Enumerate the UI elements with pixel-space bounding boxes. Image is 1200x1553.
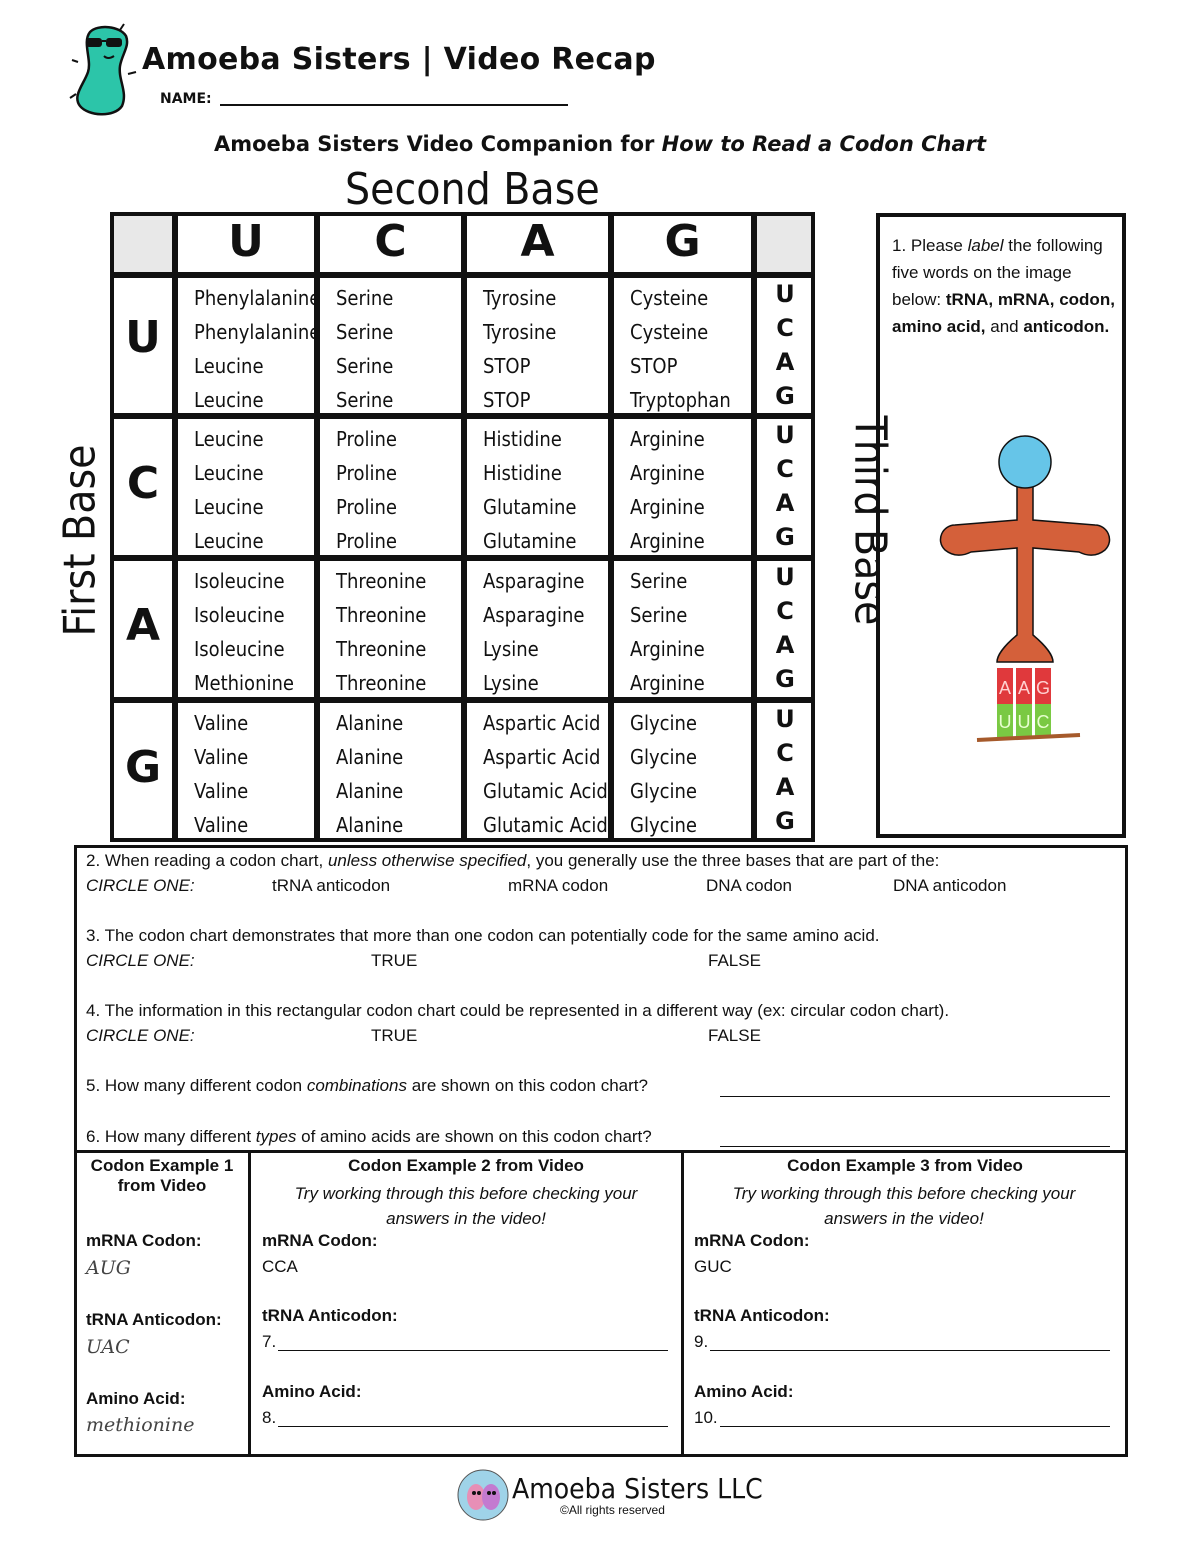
third-base-letter: C bbox=[776, 597, 794, 625]
amino-acid-name: Alanine bbox=[336, 779, 404, 803]
codon-cell-UC bbox=[316, 274, 465, 417]
q9-number: 9. bbox=[694, 1332, 709, 1351]
amino-acid-name: Glycine bbox=[630, 779, 697, 803]
q8-number: 8. bbox=[262, 1408, 277, 1427]
amino-acid-name: Phenylalanine bbox=[194, 286, 321, 310]
first-base-label: First Base bbox=[54, 444, 106, 637]
amino-acid-name: Glutamic Acid bbox=[483, 813, 608, 837]
amino-acid-name: Glycine bbox=[630, 813, 697, 837]
amoeba-sisters-logo-icon bbox=[456, 1468, 510, 1522]
q3-option-true[interactable]: TRUE bbox=[371, 951, 418, 970]
example-3-title: Codon Example 3 from Video bbox=[787, 1156, 1023, 1175]
ex3-amino-label: Amino Acid: bbox=[694, 1382, 794, 1401]
amino-acid-name: Arginine bbox=[630, 461, 705, 485]
brand-title: Amoeba Sisters | Video Recap bbox=[142, 42, 656, 77]
amino-acid-name: Cysteine bbox=[630, 286, 709, 310]
name-label: NAME: bbox=[160, 91, 212, 107]
q5-answer-line[interactable] bbox=[720, 1096, 1110, 1097]
row-header-label: U bbox=[125, 312, 161, 363]
amino-acid-name: STOP bbox=[483, 388, 531, 412]
third-base-letter: U bbox=[775, 421, 795, 449]
column-header-U bbox=[174, 212, 318, 276]
codon-cell-GC bbox=[316, 699, 465, 842]
codon-cell-GG bbox=[610, 699, 755, 842]
amino-acid-name: Serine bbox=[336, 388, 394, 412]
amino-acid-name: Methionine bbox=[194, 671, 294, 695]
amino-acid-name: Isoleucine bbox=[194, 569, 285, 593]
example-3-hint: Try working through this before checking your answers in the video! bbox=[732, 1184, 1076, 1228]
amino-acid-name: Lysine bbox=[483, 637, 539, 661]
amino-acid-name: Histidine bbox=[483, 461, 562, 485]
amino-acid-name: Valine bbox=[194, 779, 249, 803]
ex3-trna-label: tRNA Anticodon: bbox=[694, 1306, 830, 1325]
ex1-amino-value: methionine bbox=[86, 1414, 195, 1436]
trna-top-base-label: A bbox=[998, 678, 1012, 698]
third-base-letter: C bbox=[776, 314, 794, 342]
third-base-cell-A bbox=[753, 557, 815, 701]
question-6: 6. How many different types of amino acids are shown on this codon chart? bbox=[86, 1127, 652, 1146]
amino-acid-name: Tyrosine bbox=[483, 320, 557, 344]
column-header-label: U bbox=[228, 216, 264, 267]
codon-cell-AU bbox=[174, 557, 318, 701]
amino-acid-name: Leucine bbox=[194, 427, 264, 451]
amino-acid-name: Threonine bbox=[336, 637, 427, 661]
amino-acid-name: Alanine bbox=[336, 813, 404, 837]
amino-acid-name: Arginine bbox=[630, 529, 705, 553]
q3-option-false[interactable]: FALSE bbox=[708, 951, 761, 970]
ex1-trna-value: UAC bbox=[86, 1336, 130, 1358]
q10-answer-line[interactable] bbox=[720, 1426, 1110, 1427]
amino-acid-name: Glycine bbox=[630, 711, 697, 735]
question-4: 4. The information in this rectangular codon chart could be represented in a different way (ex: circular codon chart). bbox=[86, 1001, 950, 1020]
trna-diagram-icon bbox=[925, 430, 1125, 760]
column-header-label: G bbox=[664, 216, 701, 267]
third-base-letter: C bbox=[776, 739, 794, 767]
ex2-trna-label: tRNA Anticodon: bbox=[262, 1306, 398, 1325]
row-header-U bbox=[110, 274, 176, 417]
second-base-label: Second Base bbox=[345, 164, 600, 215]
q2-option-dna-codon[interactable]: DNA codon bbox=[706, 876, 792, 895]
q3-circle-one: CIRCLE ONE: bbox=[86, 951, 195, 970]
amino-acid-name: Alanine bbox=[336, 745, 404, 769]
amino-acid-name: Leucine bbox=[194, 529, 264, 553]
trna-top-base-label: A bbox=[1017, 678, 1031, 698]
row-header-C bbox=[110, 415, 176, 559]
trna-bottom-base-label: U bbox=[1017, 712, 1031, 732]
row-header-A bbox=[110, 557, 176, 701]
q2-option-dna-anticodon[interactable]: DNA anticodon bbox=[893, 876, 1007, 895]
amino-acid-name: Tryptophan bbox=[630, 388, 731, 412]
amino-acid-name: Phenylalanine bbox=[194, 320, 321, 344]
footer-rights: ©All rights reserved bbox=[560, 1503, 665, 1517]
examples-col-divider-1 bbox=[248, 1150, 251, 1456]
amino-acid-name: Leucine bbox=[194, 461, 264, 485]
codon-cell-CA bbox=[463, 415, 612, 559]
amino-acid-name: Valine bbox=[194, 813, 249, 837]
amino-acid-name: Isoleucine bbox=[194, 603, 285, 627]
question-3: 3. The codon chart demonstrates that more than one codon can potentially code for the same amino acid. bbox=[86, 926, 880, 945]
row-header-label: C bbox=[126, 458, 160, 509]
chart-corner-cell bbox=[110, 212, 176, 276]
amino-acid-name: Glutamic Acid bbox=[483, 779, 608, 803]
amino-acid-name: Valine bbox=[194, 711, 249, 735]
q4-option-false[interactable]: FALSE bbox=[708, 1026, 761, 1045]
row-header-label: G bbox=[124, 742, 162, 793]
column-header-label: C bbox=[374, 216, 407, 267]
amino-acid-name: Leucine bbox=[194, 495, 264, 519]
third-base-letter: G bbox=[775, 665, 795, 693]
amino-acid-name: Proline bbox=[336, 529, 397, 553]
amino-acid-name: Serine bbox=[336, 286, 394, 310]
ex1-mrna-label: mRNA Codon: bbox=[86, 1231, 202, 1250]
amino-acid-name: Arginine bbox=[630, 427, 705, 451]
amino-acid-name: Proline bbox=[336, 427, 397, 451]
amino-acid-name: Arginine bbox=[630, 637, 705, 661]
third-base-letter: A bbox=[775, 489, 795, 517]
amino-acid-name: Aspartic Acid bbox=[483, 711, 601, 735]
question-2: 2. When reading a codon chart, unless otherwise specified, you generally use the three bases that are part of the: bbox=[86, 851, 940, 870]
codon-cell-AA bbox=[463, 557, 612, 701]
amino-acid-name: Threonine bbox=[336, 569, 427, 593]
amino-acid-name: Serine bbox=[630, 603, 688, 627]
amino-acid-name: Arginine bbox=[630, 495, 705, 519]
codon-cell-GU bbox=[174, 699, 318, 842]
amino-acid-name: Glutamine bbox=[483, 529, 577, 553]
q4-circle-one: CIRCLE ONE: bbox=[86, 1026, 195, 1045]
example-1-title: Codon Example 1 from Video bbox=[90, 1156, 234, 1195]
amino-acid-name: Glutamine bbox=[483, 495, 577, 519]
codon-cell-GA bbox=[463, 699, 612, 842]
q2-option-mrna-codon[interactable]: mRNA codon bbox=[508, 876, 609, 895]
third-base-letter: A bbox=[775, 631, 795, 659]
column-header-G bbox=[610, 212, 755, 276]
q7-number: 7. bbox=[262, 1332, 277, 1351]
ex1-amino-label: Amino Acid: bbox=[86, 1389, 186, 1408]
codon-cell-UG bbox=[610, 274, 755, 417]
amino-acid-name: Histidine bbox=[483, 427, 562, 451]
examples-col-divider-2 bbox=[681, 1150, 684, 1456]
footer-brand: Amoeba Sisters LLC bbox=[512, 1472, 763, 1505]
amino-acid-name: Isoleucine bbox=[194, 637, 285, 661]
amino-acid-name: Serine bbox=[630, 569, 688, 593]
codon-cell-UA bbox=[463, 274, 612, 417]
trna-bottom-base-label: C bbox=[1036, 712, 1050, 732]
q6-answer-line[interactable] bbox=[720, 1146, 1110, 1147]
third-base-letter: U bbox=[775, 705, 795, 733]
column-header-label: A bbox=[520, 216, 555, 267]
amino-acid-name: Lysine bbox=[483, 671, 539, 695]
third-base-cell-C bbox=[753, 415, 815, 559]
amino-acid-name: Cysteine bbox=[630, 320, 709, 344]
third-base-letter: G bbox=[775, 382, 795, 410]
codon-chart bbox=[110, 212, 815, 840]
amino-acid-name: Glycine bbox=[630, 745, 697, 769]
ex2-amino-label: Amino Acid: bbox=[262, 1382, 362, 1401]
ex3-mrna-label: mRNA Codon: bbox=[694, 1231, 810, 1250]
codon-cell-CU bbox=[174, 415, 318, 559]
ex2-mrna-value: CCA bbox=[262, 1257, 298, 1276]
row-header-label: A bbox=[125, 600, 161, 651]
third-base-letter: U bbox=[775, 563, 795, 591]
codon-cell-AC bbox=[316, 557, 465, 701]
trna-top-base-label: G bbox=[1035, 678, 1051, 698]
amino-acid-name: Asparagine bbox=[483, 603, 585, 627]
question-1-text: 1. Please label the following five words on the image below: tRNA, mRNA, codon, amino acid, and anticodon. bbox=[892, 236, 1115, 336]
amino-acid-name: Serine bbox=[336, 354, 394, 378]
third-base-letter: A bbox=[775, 348, 795, 376]
row-header-G bbox=[110, 699, 176, 842]
trna-bottom-base-label: U bbox=[998, 712, 1012, 732]
ex2-mrna-label: mRNA Codon: bbox=[262, 1231, 378, 1250]
page-subtitle: Amoeba Sisters Video Companion for How to Read a Codon Chart bbox=[213, 132, 987, 156]
amino-acid-name: Alanine bbox=[336, 711, 404, 735]
amino-acid-name: Threonine bbox=[336, 603, 427, 627]
third-base-letter: A bbox=[775, 773, 795, 801]
codon-cell-CC bbox=[316, 415, 465, 559]
codon-cell-UU bbox=[174, 274, 321, 417]
q7-answer-line[interactable] bbox=[278, 1350, 668, 1351]
name-input-line[interactable] bbox=[220, 104, 568, 106]
amino-acid-name: Aspartic Acid bbox=[483, 745, 601, 769]
third-base-cell-G bbox=[753, 699, 815, 842]
amino-acid-name: Asparagine bbox=[483, 569, 585, 593]
column-header-C bbox=[316, 212, 465, 276]
ex1-trna-label: tRNA Anticodon: bbox=[86, 1310, 222, 1329]
amino-acid-name: Leucine bbox=[194, 388, 264, 412]
amino-acid-name: Proline bbox=[336, 461, 397, 485]
amino-acid-name: Threonine bbox=[336, 671, 427, 695]
third-base-letter: C bbox=[776, 455, 794, 483]
question-5: 5. How many different codon combinations are shown on this codon chart? bbox=[86, 1076, 648, 1095]
amino-acid-name: STOP bbox=[483, 354, 531, 378]
example-2-hint: Try working through this before checking your answers in the video! bbox=[294, 1184, 638, 1228]
third-base-letter: G bbox=[775, 523, 795, 551]
codon-cell-CG bbox=[610, 415, 755, 559]
q2-circle-one: CIRCLE ONE: bbox=[86, 876, 195, 895]
column-header-A bbox=[463, 212, 612, 276]
examples-divider bbox=[74, 1150, 1128, 1153]
amino-acid-name: Leucine bbox=[194, 354, 264, 378]
amino-acid-name: Valine bbox=[194, 745, 249, 769]
q10-number: 10. bbox=[694, 1408, 718, 1427]
amino-acid-name: Serine bbox=[336, 320, 394, 344]
amino-acid-name: STOP bbox=[630, 354, 678, 378]
amino-acid-name: Proline bbox=[336, 495, 397, 519]
amino-acid-name: Tyrosine bbox=[483, 286, 557, 310]
ex3-mrna-value: GUC bbox=[694, 1257, 732, 1276]
ex1-mrna-value: AUG bbox=[86, 1257, 131, 1279]
amino-acid-name: Arginine bbox=[630, 671, 705, 695]
codon-cell-AG bbox=[610, 557, 755, 701]
third-base-letter: U bbox=[775, 280, 795, 308]
chart-corner-cell-right bbox=[753, 212, 815, 276]
third-base-label: Third Base bbox=[844, 415, 896, 626]
q4-option-true[interactable]: TRUE bbox=[371, 1026, 418, 1045]
third-base-letter: G bbox=[775, 807, 795, 835]
amoeba-logo-icon bbox=[68, 22, 140, 118]
q2-option-trna-anticodon[interactable]: tRNA anticodon bbox=[272, 876, 391, 895]
q8-answer-line[interactable] bbox=[278, 1426, 668, 1427]
q9-answer-line[interactable] bbox=[710, 1350, 1110, 1351]
example-2-title: Codon Example 2 from Video bbox=[348, 1156, 584, 1175]
third-base-cell-U bbox=[753, 274, 815, 417]
